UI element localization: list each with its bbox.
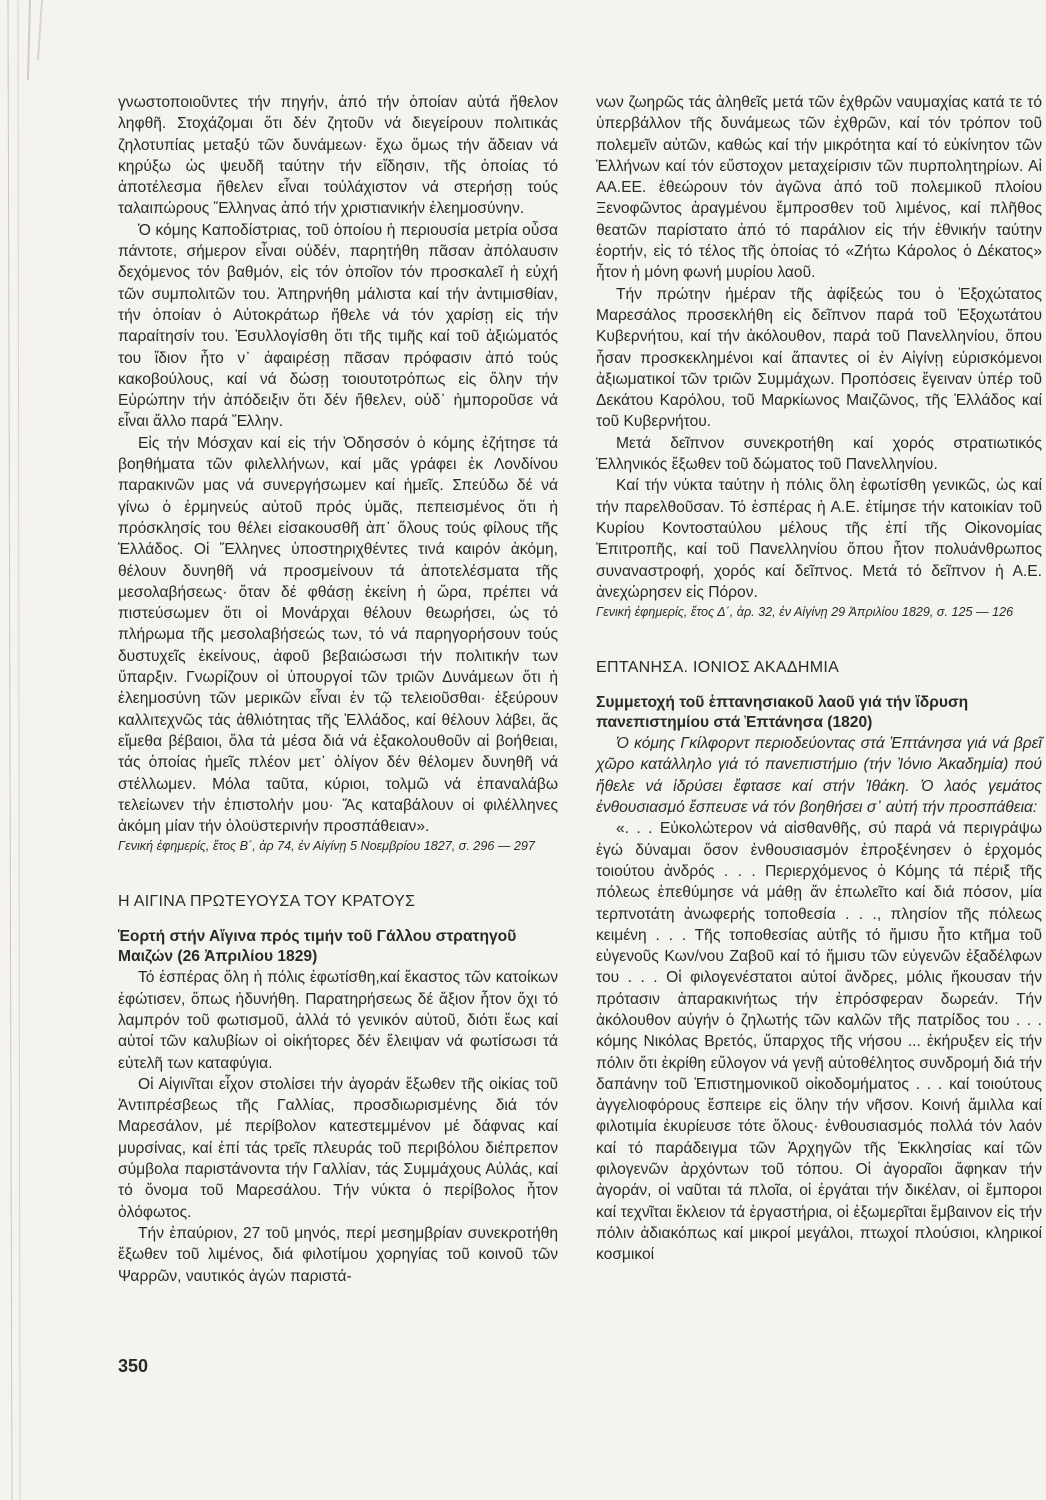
binding-edge-marks: [0, 0, 60, 1500]
source-citation: Γενική ἐφημερίς, ἔτος Β΄, ἀρ 74, ἐν Αἰγίνῃ 5 Νοεμβρίου 1827, σ. 296 — 297: [118, 839, 535, 854]
right-column: [596, 92, 1042, 1266]
paragraph: «. . . Εὐκολώτερον νά αἰσθανθῆς, σύ παρά νά περιγράψω ἐγώ δύναμαι ὅσον ἐνθουσιασμόν ἐπροξένησεν ὁ ἐρχομός τοιούτου ἀνδρός . . . Περιερχόμενος ὁ Κόμης τά πέριξ τῆς πόλεως ἐπεθύμησε νά μάθῃ ἄν ἐπωλεῖτο καί διά πόσον, μία τερπνοτάτη ἀνωφερής τοποθεσία . . ., πλησίον τῆς πόλεως κειμένη . . . Τῆς τοποθεσίας αὐτῆς τό ἥμισυ ἦτο κτῆμα τοῦ εὐγενοῦς Κων/νου Ζαβοῦ καί τό ἥμισυ τῶν εὐγενῶν ἐξαδέλφων του . . . Οἱ φιλογενέστατοι αὐτοί ἄνδρες, μόλις ἤκουσαν τήν πρότασιν ἀπαρακινήτως τήν ἐπρόσφεραν δωρεάν. Τήν ἀκόλουθον αὐγήν ὁ ζηλωτής τῶν καλῶν τῆς πατρίδος του . . . κόμης Νικόλας Βρετός, ὕπαρχος τῆς νήσου ... ἐκήρυξεν εἰς τήν πόλιν ὅτι ἐκρίθη εὔλογον νά γενῇ αὐτοθέλητος συνδρομή διά τήν δαπάνην τοῦ Ἐπιστημονικοῦ οἰκοδομήματος . . . καί τοιούτους ἀγγελιοφόρους ἔσπειρε εἰς ὅλην τήν νῆσον. Κοινή ἅμιλλα καί φιλοτιμία ἐκυρίευσε τότε ὅλους· ἐνθουσιασμός πολλά τόν λαόν καί τό παράδειγμα τῶν Ἀρχηγῶν τῆς Ἐκκλησίας καί τῶν φιλογενῶν ἀρχόντων τοῦ τόπου. Οἱ ἀγοραῖοι ἄφηκαν τήν ἀγοράν, οἱ ναῦται τά πλοῖα, οἱ ἐργάται τήν δικέλαν, οἱ ἔμποροι καί τεχνῖται ἔκλειον τά ἐργαστήρια, οἱ ἐξωμερῖται ἔμβαινον εἰς τήν πόλιν ἀδιακόπως καί μικροί μεγάλοι, πτωχοί πλούσιοι, κληρικοί κοσμικοί: [596, 820, 1042, 1264]
intro-paragraph: Ὁ κόμης Γκίλφορντ περιοδεύοντας στά Ἑπτάνησα γιά νά βρεῖ χῶρο κατάλληλο γιά τό πανεπιστήμιο (τήν Ἰόνιο Ἀκαδημία) πού ἤθελε νά ἱδρύσει ἔφτασε καί στήν Ἰθάκη. Ὁ λαός γεμάτος ἐνθουσιασμό ἔσπευσε νά τόν βοηθήσει σ᾽ αὐτή τήν προσπάθεια:: [596, 735, 1042, 817]
paragraph: Τήν πρώτην ἡμέραν τῆς ἀφίξεώς του ὁ Ἐξοχώτατος Μαρεσάλος προσεκλήθη εἰς δεῖπνον παρά τοῦ Ἐξοχωτάτου Κυβερνήτου, καί τήν ἀκόλουθον, παρά τοῦ Πανελληνίου, ὅπου ἦσαν προσκεκλημένοι καί ἅπαντες οἱ ἐν Αἰγίνῃ εὑρισκόμενοι ἀξιωματικοί τῶν τριῶν Συμμάχων. Προπόσεις ἔγειναν ὑπέρ τοῦ Δεκάτου Καρόλου, τοῦ Μαρκίωνος Μαιζῶνος, τῆς Ἑλλάδος καί τοῦ Κυβερνήτου.: [596, 285, 1042, 431]
article-title: Ἑορτή στήν Αἴγινα πρός τιμήν τοῦ Γάλλου στρατηγοῦ Μαιζών (26 Ἀπριλίου 1829): [118, 928, 517, 966]
paragraph: Οἱ Αἰγινῖται εἶχον στολίσει τήν ἀγοράν ἔξωθεν τῆς οἰκίας τοῦ Ἀντιπρέσβεως τῆς Γαλλίας, προσδιωρισμένης διά τόν Μαρεσάλον, μέ περίβολον κατεστεμμένον μέ δάφνας καί μυρσίνας, καί ἐπί τάς τρεῖς πλευράς τοῦ περιβόλου διέπρεπον σύμβολα παριστάνοντα τήν Γαλλίαν, τάς Συμμάχους Αὐλάς, καί τό ὄνομα τοῦ Μαρεσάλου. Τήν νύκτα ὁ περίβολος ἦτον ὁλόφωτος.: [118, 1075, 558, 1221]
article-title: Συμμετοχή τοῦ ἑπτανησιακοῦ λαοῦ γιά τήν ἵδρυση πανεπιστημίου στά Ἑπτάνησα (1820): [596, 694, 969, 732]
paragraph: Τήν ἐπαύριον, 27 τοῦ μηνός, περί μεσημβρίαν συνεκροτήθη ἔξωθεν τοῦ λιμένος, διά φιλοτίμου χορηγίας τοῦ κοινοῦ τῶν Ψαρρῶν, ναυτικός ἀγών παριστά-: [118, 1224, 558, 1285]
left-column: [118, 92, 558, 1287]
paragraph: Καί τήν νύκτα ταύτην ἡ πόλις ὅλη ἐφωτίσθη γενικῶς, ὡς καί τήν παρελθοῦσαν. Τό ἑσπέρας ἡ Α.Ε. ἐτίμησε τήν κατοικίαν τοῦ Κυρίου Κοντοσταύλου μέλους τῆς ἐπί τῆς Οἰκονομίας Ἐπιτροπῆς, καί τοῦ Πανελληνίου ὅπου ἦτον πολυάνθρωπος συναναστροφή, χορός καί δεῖπνος. Μετά τό δεῖπνον ἡ Α.Ε. ἀνεχώρησεν εἰς Πόρον.: [596, 477, 1042, 601]
section-title: Η ΑΙΓΙΝΑ ΠΡΩΤΕΥΟΥΣΑ ΤΟΥ ΚΡΑΤΟΥΣ: [118, 893, 416, 911]
paragraph: Τό ἑσπέρας ὅλη ἡ πόλις ἐφωτίσθη,καί ἕκαστος τῶν κατοίκων ἐφώτισεν, ὅπως ἠδυνήθη. Παρατηρήσεως δέ ἄξιον ἦτον ὄχι τό λαμπρόν τοῦ φωτισμοῦ, ἀλλά τό γενικόν αὐτοῦ, διότι ἕως καί αὐτοί τῶν καλυβίων οἱ οἰκήτορες δέν ἔλειψαν νά φωτίσωσι τά εὐτελῆ των καταφύγια.: [118, 969, 558, 1072]
paragraph: νων ζωηρῶς τάς ἀληθεῖς μετά τῶν ἐχθρῶν ναυμαχίας κατά τε τό ὑπερβάλλον τῆς δυνάμεως τῶν ἐχθρῶν, καί τόν τρόπον τοῦ πολεμεῖν αὐτῶν, καθώς καί τήν μικρότητα καί τό εὐκίνητον τῶν Ἑλλήνων καί τόν εὔστοχον μεταχείρισιν τῶν πυρπολητηρίων. Αἱ ΑΑ.ΕΕ. ἐθεώρουν τόν ἀγῶνα ἀπό τοῦ πολεμικοῦ πλοίου Ξενοφῶντος ἀραγμένου ἔμπροσθεν τοῦ λιμένος, καί πλῆθος θεατῶν παρίστατο ἀπό τό παράλιον εἰς τήν ἐθνικήν ταύτην ἑορτήν, εἰς τό τέλος τῆς ὁποίας τό «Ζήτω Κάρολος ὁ Δέκατος» ἦτον ἡ μόνη φωνή μυρίου λαοῦ.: [596, 94, 1042, 282]
paragraph: Μετά δεῖπνον συνεκροτήθη καί χορός στρατιωτικός Ἑλληνικός ἔξωθεν τοῦ δώματος τοῦ Πανελληνίου.: [596, 434, 1042, 474]
section-title: ΕΠΤΑΝΗΣΑ. ΙΟΝΙΟΣ ΑΚΑΔΗΜΙΑ: [596, 659, 840, 677]
paragraph: Εἰς τήν Μόσχαν καί εἰς τήν Ὀδησσόν ὁ κόμης ἐζήτησε τά βοηθήματα τῶν φιλελλήνων, καί μᾶς γράφει ἐκ Λονδίνου παρακινῶν μας νά συνεργήσωμεν καί ἡμεῖς. Σπεύδω δέ νά γίνω ὁ ἑρμηνεύς αὐτοῦ πρός ὑμᾶς, πεπεισμένος ὅτι ἡ πρόσκλησίς του θέλει εἰσακουσθῆ ἀπ᾽ ὅλους τούς φίλους τῆς Ἑλλάδος. Οἱ Ἕλληνες ὑποστηριχθέντες τινά καιρόν ἀκόμη, θέλουν δυνηθῆ νά προσμείνουν τά ἀποτελέσματα τῆς μεσολαβήσεως· ὅταν δέ φθάσῃ ἐκείνη ἡ ὥρα, πρέπει νά πιστεύσωμεν ὅτι οἱ Μονάρχαι θέλουν θεωρήσει, ὡς τό πλήρωμα τῆς μεσολαβήσεώς των, τό νά παρηγορήσουν τούς δυστυχεῖς ἐκείνους, ἀφοῦ βεβαιώσωσι τήν πολιτικήν των ὕπαρξιν. Γνωρίζουν οἱ ὑπουργοί τῶν τριῶν Δυνάμεων ὅτι ἡ ἐλεημοσύνη τῶν μερικῶν εἶναι ἐν τῷ τελειοῦσθαι· ἐξεύρουν καλλιτεχνῶς τάς ἀθλιότητας τῆς Ἑλλάδος, καί θέλουν λάβει, ἄς εἴμεθα βέβαιοι, ὅλα τά μέσα διά νά ἐξακολουθοῦν αἱ βοήθειαι, τάς ὁποίας ἡμεῖς πλέον μετ᾽ ὀλίγον δέν θέλομεν δυνηθῆ νά στέλλωμεν. Μόλα ταῦτα, κύριοι, τολμῶ νά ἐπαναλάβω τελείωνεν τήν ἐπιστολήν μου· Ἄς καταβάλουν οἱ φιλέλληνες ἀκόμη μίαν τήν ὁλοϋστερινήν προσπάθειαν».: [118, 434, 558, 836]
paragraph: γνωστοποιοῦντες τήν πηγήν, ἀπό τήν ὁποίαν αὐτά ἤθελον ληφθῆ. Στοχάζομαι ὅτι δέν ζητοῦν νά διεγείρουν πολιτικάς ζηλοτυπίας μεταξύ τῶν δυνάμεων· ἔχω ὅμως τήν ἄδειαν νά κηρύξω ὡς ψευδῆ ταύτην τήν εἴδησιν, τῆς ὁποίας τό ἀποτέλεσμα ἤθελεν εἶναι τοὐλάχιστον νά στερήσῃ τούς ταλαιπώρους Ἕλληνας ἀπό τήν χριστιανικήν ἐλεημοσύνην.: [118, 94, 558, 218]
page-number: 350: [118, 1356, 149, 1376]
source-citation: Γενική ἐφημερίς, ἔτος Δ΄, ἀρ. 32, ἐν Αἰγίνῃ 29 Ἀπριλίου 1829, σ. 125 — 126: [596, 605, 1014, 620]
paragraph: Ὁ κόμης Καποδίστριας, τοῦ ὁποίου ἡ περιουσία μετρία οὖσα πάντοτε, σήμερον εἶναι οὐδέν, παρητήθη πᾶσαν ἀπόλαυσιν δεχόμενος τόν βαθμόν, εἰς τόν ὁποῖον τόν προσκαλεῖ ἡ εὐχή τῶν συμπολιτῶν του. Ἀπηρνήθη μάλιστα καί τήν ἀντιμισθίαν, τήν ὁποίαν ὁ Αὐτοκράτωρ ἤθελε νά τόν χαρίσῃ εἰς τήν παραίτησίν του. Ἐσυλλογίσθη ὅτι τῆς τιμῆς καί τοῦ ἀξιώματός του ἴδιον ἦτο ν᾽ ἀφαιρέσῃ πᾶσαν πρόφασιν ἀπό τούς κακοβούλους, καί νά δώσῃ τοιουτοτρόπως εἰς ὅλην τήν Εὐρώπην τήν ἀπόδειξιν ὅτι δέν ἤθελεν, οὐδ᾽ ἠμποροῦσε νά εἶναι ἄλλο παρά Ἕλλην.: [118, 221, 558, 431]
